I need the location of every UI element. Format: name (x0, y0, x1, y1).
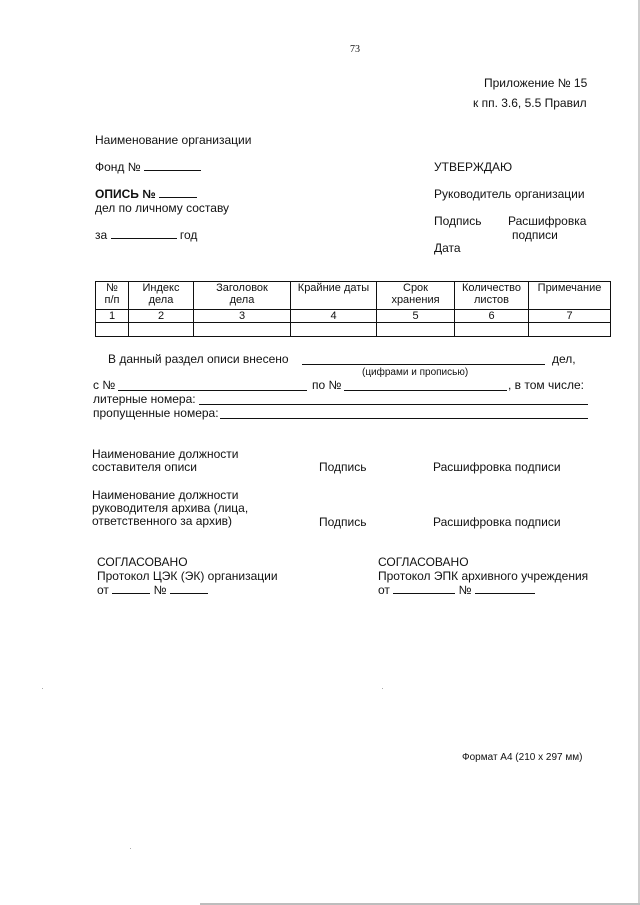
appendix-title: Приложение № 15 (484, 76, 588, 90)
opis-blank (159, 187, 197, 198)
agreed-right-date-line (378, 583, 535, 597)
year-prefix: за (95, 228, 108, 242)
header-cell-note: Примечание (529, 282, 611, 310)
archive-position-3: ответственного за архив) (92, 514, 233, 528)
summary-from-label: с № (93, 378, 116, 392)
org-name-label: Наименование организации (95, 133, 252, 147)
header-cell-number: № п/п (96, 282, 129, 310)
header-cell-sheets: Количество листов (455, 282, 529, 310)
agreed-left-protocol: Протокол ЦЭК (ЭК) организации (97, 569, 278, 583)
year-line (95, 228, 197, 242)
approval-head: Руководитель организации (434, 187, 585, 201)
number-cell: 7 (529, 310, 611, 323)
table-header-row (96, 282, 611, 310)
compiler-decoding: Расшифровка подписи (433, 460, 561, 474)
appendix-reference: к пп. 3.6, 5.5 Правил (473, 96, 587, 110)
format-note: Формат А4 (210 х 297 мм) (462, 752, 583, 763)
summary-count-blank (302, 364, 545, 365)
approval-signature: Подпись (434, 214, 482, 228)
archive-position-2: руководителя архива (лица, (92, 501, 249, 515)
approval-date: Дата (434, 241, 461, 255)
archive-decoding: Расшифровка подписи (433, 515, 561, 529)
header-cell-retention: Срок хранения (377, 282, 455, 310)
summary-hint: (цифрами и прописью) (362, 367, 469, 378)
fond-text: Фонд № (95, 160, 141, 174)
fond-label (95, 160, 201, 174)
agreed-left-from: от (97, 583, 109, 597)
scan-speck (130, 848, 131, 849)
opis-subtitle: дел по личному составу (95, 201, 230, 215)
approval-decoding-1: Расшифровка (508, 214, 587, 228)
page-number: 73 (350, 44, 360, 55)
agreed-right-from: от (378, 583, 390, 597)
approval-decoding-2: подписи (512, 228, 558, 242)
archive-position-1: Наименование должности (92, 488, 239, 502)
compiler-position-2: составителя описи (92, 460, 197, 474)
number-cell: 5 (377, 310, 455, 323)
agreed-right-date-blank (393, 583, 455, 594)
header-cell-title: Заголовок дела (194, 282, 291, 310)
compiler-position-1: Наименование должности (92, 447, 239, 461)
scan-speck (42, 688, 43, 689)
archive-signature: Подпись (319, 515, 367, 529)
opis-text: ОПИСЬ № (95, 187, 156, 201)
number-cell: 4 (291, 310, 377, 323)
skipped-numbers-label: пропущенные номера: (93, 406, 219, 420)
summary-from-blank (118, 390, 307, 391)
approval-title: УТВЕРЖДАЮ (434, 160, 513, 174)
number-cell: 3 (194, 310, 291, 323)
year-blank (111, 228, 177, 239)
agreed-left-number-blank (170, 583, 208, 594)
agreed-left-title: СОГЛАСОВАНО (97, 555, 188, 569)
number-cell: 1 (96, 310, 129, 323)
agreed-right-title: СОГЛАСОВАНО (378, 555, 469, 569)
year-suffix: год (179, 228, 198, 242)
compiler-signature: Подпись (319, 460, 367, 474)
summary-line1-suffix: дел, (552, 352, 576, 366)
agreed-left-no: № (153, 583, 167, 597)
agreed-left-date-blank (112, 583, 150, 594)
skipped-numbers-blank (220, 418, 588, 419)
inventory-table (95, 281, 611, 337)
summary-to-label: по № (312, 378, 342, 392)
summary-to-blank (344, 390, 507, 391)
number-cell: 2 (129, 310, 194, 323)
letter-numbers-label: литерные номера: (93, 392, 196, 406)
header-cell-dates: Крайние даты (291, 282, 377, 310)
summary-line1-prefix: В данный раздел описи внесено (108, 352, 289, 366)
agreed-right-number-blank (475, 583, 535, 594)
agreed-right-protocol: Протокол ЭПК архивного учреждения (378, 569, 589, 583)
agreed-left-date-line (97, 583, 208, 597)
summary-including: , в том числе: (508, 378, 584, 392)
fond-blank (144, 160, 201, 171)
letter-numbers-blank (199, 404, 588, 405)
header-cell-index: Индекс дела (129, 282, 194, 310)
opis-title (95, 187, 197, 201)
table-empty-row (96, 323, 611, 337)
scan-speck (382, 688, 383, 689)
number-cell: 6 (455, 310, 529, 323)
table-number-row (96, 310, 611, 323)
agreed-right-no: № (458, 583, 472, 597)
